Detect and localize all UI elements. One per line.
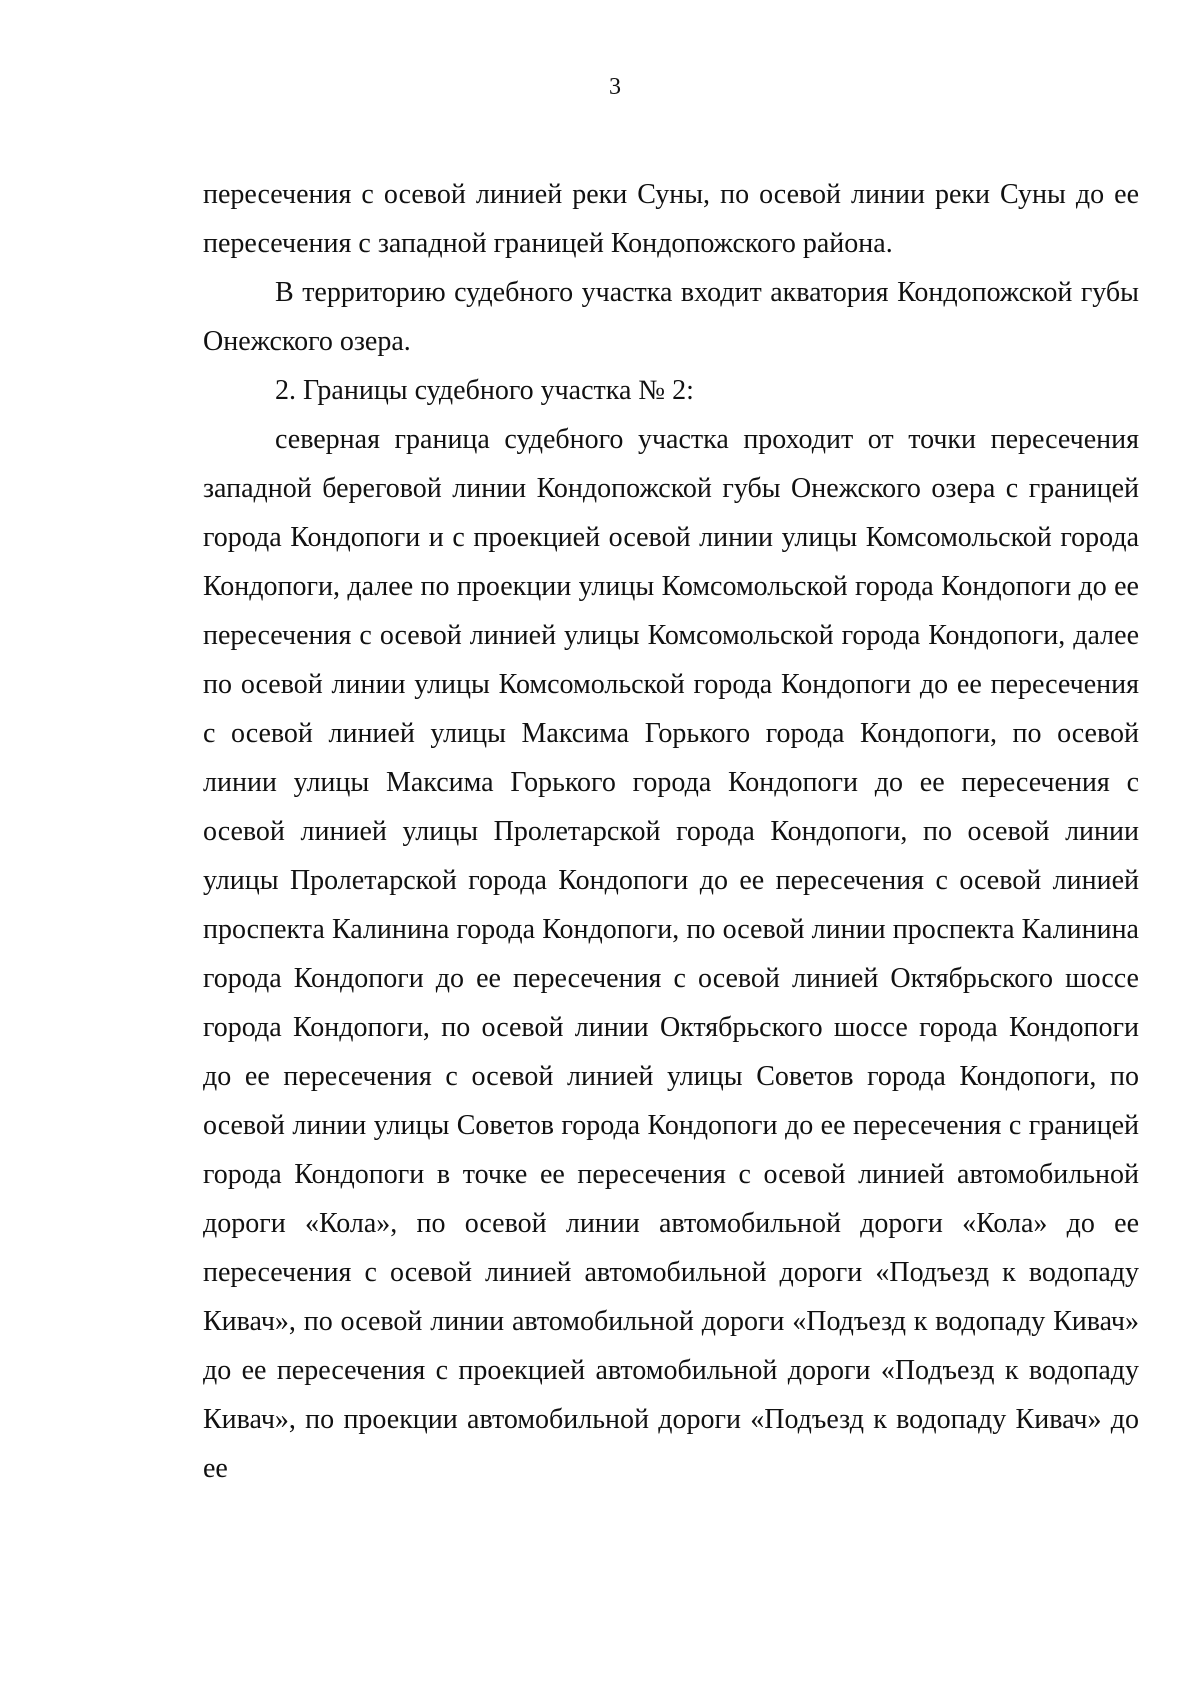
section-heading-district-2: 2. Границы судебного участка № 2: <box>275 375 694 406</box>
document-body <box>203 170 1139 1493</box>
paragraph-water-area: В территорию судебного участка входит акватория Кондопожской губы Онежского озера. <box>203 277 1139 357</box>
paragraph-northern-boundary: северная граница судебного участка проходит от точки пересечения западной береговой линии Кондопожской губы Онежского озера с границей города Кондопоги и с проекцией осевой линии улицы Комсомольской города Кондопоги, далее по проекции улицы Комсомольской города Кондопоги до ее пересечения с осевой линией улицы Комсомольской города Кондопоги, далее по осевой линии улицы Комсомольской города Кондопоги до ее пересечения с осевой линией улицы Максима Горького города Кондопоги, по осевой линии улицы Максима Горького города Кондопоги до ее пересечения с осевой линией улицы Пролетарской города Кондопоги, по осевой линии улицы Пролетарской города Кондопоги до ее пересечения с осевой линией проспекта Калинина города Кондопоги, по осевой линии проспекта Калинина города Кондопоги до ее пересечения с осевой линией Октябрьского шоссе города Кондопоги, по осевой линии Октябрьского шоссе города Кондопоги до ее пересечения с осевой линией улицы Советов города Кондопоги, по осевой линии улицы Советов города Кондопоги до ее пересечения с границей города Кондопоги в точке ее пересечения с осевой линией автомобильной дороги «Кола», по осевой линии автомобильной дороги «Кола» до ее пересечения с осевой линией автомобильной дороги «Подъезд к водопаду Кивач», по осевой линии автомобильной дороги «Подъезд к водопаду Кивач» до ее пересечения с проекцией автомобильной дороги «Подъезд к водопаду Кивач», по проекции автомобильной дороги «Подъезд к водопаду Кивач» до ее <box>203 424 1139 1484</box>
page-number: 3 <box>609 74 621 100</box>
paragraph-continuation: пересечения с осевой линией реки Суны, по осевой линии реки Суны до ее пересечения с западной границей Кондопожского района. <box>203 179 1139 259</box>
